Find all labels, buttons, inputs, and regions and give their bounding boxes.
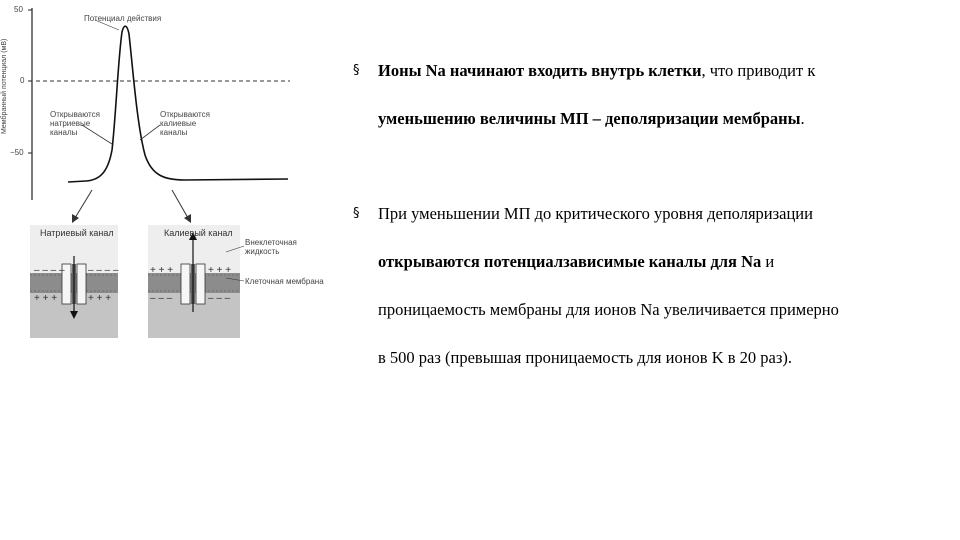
charges-right-top2: + + +	[208, 265, 232, 276]
bullet-2-line-3: проницаемость мембраны для ионов Na увеличивается примерно	[378, 300, 839, 319]
sodium-channel-label: Натриевый канал	[40, 228, 114, 238]
charges-right-top: + + +	[150, 265, 174, 276]
y-tick-label: 50	[14, 5, 23, 14]
sodium-open-label: Открываются натриевые каналы	[50, 110, 100, 137]
charges-left-top: – – – –	[34, 265, 65, 276]
potassium-channel-panel	[148, 225, 240, 338]
action-potential-figure	[0, 0, 340, 350]
potassium-channel-label: Калиевый канал	[164, 228, 233, 238]
y-tick-label: 0	[20, 76, 25, 85]
potassium-open-label: Открываются калиевые каналы	[160, 110, 210, 137]
bullet-2-line-2: открываются потенциалзависимые каналы для Na и	[378, 252, 775, 271]
bullet-2-line-1: При уменьшении МП до критического уровня деполяризации	[378, 204, 813, 223]
charges-left-bottom: + + +	[34, 293, 58, 304]
bullet-1-line-2: уменьшению величины МП – деполяризации мембраны.	[378, 109, 805, 128]
arrow-to-sodium-panel	[75, 190, 92, 218]
y-axis-label: Мембранный потенциал (мВ)	[1, 38, 8, 134]
action-potential-curve	[68, 26, 288, 182]
sodium-channel-panel	[30, 225, 118, 338]
pointer-potassium	[140, 125, 160, 140]
charges-right-bottom: – – –	[150, 293, 173, 304]
arrow-head-sodium	[72, 214, 79, 223]
charges-left-top2: – – – –	[88, 265, 119, 276]
charges-left-bottom2: + + +	[88, 293, 112, 304]
bullet-1-line-1: Ионы Na начинают входить внутрь клетки, что приводит к	[378, 61, 816, 80]
arrow-head-potassium	[184, 214, 191, 223]
channel-protein-left-b	[77, 264, 86, 304]
cell-membrane-label: Клеточная мембрана	[245, 277, 324, 286]
peak-label: Потенциал действия	[84, 14, 162, 23]
bullet-2-line-4: в 500 раз (превышая проницаемость для ионов K в 20 раз).	[378, 348, 792, 367]
extracellular-fluid-label: Внеклеточная жидкость	[245, 238, 297, 256]
charges-right-bottom2: – – –	[208, 293, 231, 304]
y-tick-label: −50	[10, 148, 24, 157]
bullet-marker: §	[353, 63, 360, 78]
channel-protein-right-b	[196, 264, 205, 304]
arrow-to-potassium-panel	[172, 190, 188, 218]
channel-protein-right-a	[181, 264, 190, 304]
bullet-marker: §	[353, 206, 360, 221]
